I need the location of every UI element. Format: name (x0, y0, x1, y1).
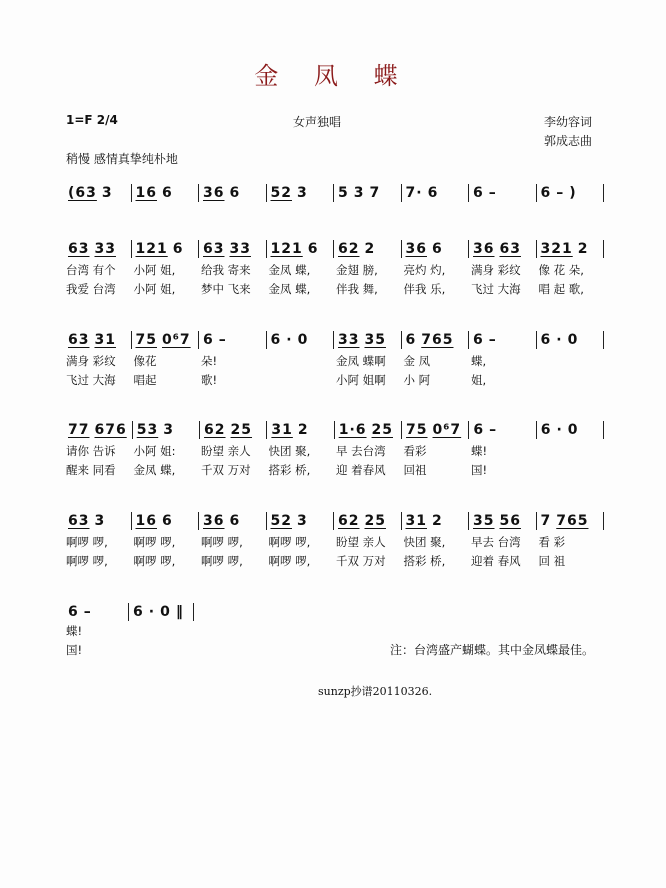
lyric-segment: 朵! (201, 354, 218, 368)
note-group: 33 (338, 332, 360, 348)
note-group: 63 (68, 513, 90, 529)
lyric-line (64, 623, 194, 639)
lyric-segment: 像 花 朵, (538, 263, 584, 277)
lyric-segment: 啊啰 啰, (133, 535, 176, 549)
measure (199, 331, 267, 349)
lyric-segment (537, 443, 605, 459)
lyric-segment: 早 去台湾 (336, 444, 386, 458)
lyric-segment: 请你 告诉 (66, 444, 116, 458)
note-group: 77 (68, 422, 90, 438)
lyric-segment: 我爱 台湾 (66, 282, 116, 296)
note-group: 25 (371, 422, 393, 438)
lyric-segment: 姐, (471, 373, 487, 387)
lyric-segment: 千双 万对 (201, 463, 251, 477)
note-group: 6 (68, 604, 79, 620)
lyric-line (64, 353, 604, 369)
lyric-line (64, 372, 604, 388)
note-group: 31 (271, 422, 293, 438)
note-group: 36 (203, 513, 225, 529)
lyric-segment: 啊啰 啰, (268, 535, 311, 549)
notation-row (64, 603, 194, 621)
note-group: – (556, 185, 565, 201)
lyric-segment: 千双 万对 (336, 554, 386, 568)
note-group: 6 (473, 185, 484, 201)
notation-row (64, 421, 604, 439)
note-group: 6 (133, 604, 144, 620)
note-group: 63 (203, 241, 225, 257)
measure (537, 421, 604, 439)
lyric-line (64, 553, 604, 569)
lyric-segment: 伴我 乐, (403, 282, 446, 296)
lyric-segment (537, 372, 605, 388)
note-group: 6 (405, 332, 417, 348)
note-group: 321 (540, 241, 573, 257)
lyric-line (64, 534, 604, 550)
note-group: 31 (405, 513, 427, 529)
lyric-segment: 蝶, (471, 354, 487, 368)
lyric-line (64, 281, 604, 297)
note-group: – (488, 185, 497, 201)
note-group: 5 (338, 185, 349, 201)
lyric-segment: 回 祖 (538, 554, 566, 568)
lyric-segment: 像花 (133, 354, 157, 368)
note-group: 3 (353, 185, 365, 201)
lyric-segment: 看 彩 (538, 535, 566, 549)
lyric-segment: 伴我 舞, (336, 282, 378, 296)
lyric-line (64, 262, 604, 278)
note-group: 676 (94, 422, 127, 438)
measure (267, 240, 335, 258)
note-group: 31 (94, 332, 116, 348)
lyric-segment (129, 623, 194, 639)
lyric-segment: 盼望 亲人 (336, 535, 386, 549)
measure (469, 331, 537, 349)
lyric-segment: 金 凤 (403, 354, 431, 368)
note-group: 6 (540, 332, 552, 348)
lyric-line (64, 642, 194, 658)
note-group: 2 (364, 241, 376, 257)
note-group: 35 (364, 332, 386, 348)
lyric-segment: 啊啰 啰, (201, 554, 243, 568)
note-group: 52 (270, 513, 292, 529)
note-group: 3 (94, 513, 106, 529)
footnote: 注：台湾盛产蝴蝶。其中金凤蝶最佳。 (390, 643, 595, 657)
note-group: · (556, 332, 563, 348)
lyric-segment: 国! (471, 463, 488, 477)
lyric-segment: 歌! (201, 373, 218, 387)
note-group: 16 (135, 185, 157, 201)
note-group: · (556, 422, 563, 438)
note-group: 765 (421, 332, 454, 348)
note-group: 53 (136, 422, 159, 438)
lyric-segment: 满身 彩纹 (66, 354, 116, 368)
note-group: 6 (427, 185, 439, 201)
lyric-segment: 金凤 蝶啊 (336, 354, 386, 368)
performance-type: 女声独唱 (293, 115, 342, 129)
lyric-segment: 小 阿 (403, 373, 431, 387)
note-group: 0⁶7 (432, 422, 462, 438)
note-group: 56 (499, 513, 521, 529)
measure (537, 512, 605, 530)
note-group: – (83, 604, 92, 620)
lyric-segment: 梦中 飞来 (201, 282, 251, 296)
lyric-segment: 迎 着春风 (336, 463, 386, 477)
note-group: 63 (499, 241, 521, 257)
measure (537, 240, 605, 258)
note-group: 0 (297, 332, 309, 348)
note-group: – (218, 332, 227, 348)
measure (402, 421, 469, 439)
lyric-segment: 台湾 有个 (66, 263, 116, 277)
note-group: · (286, 332, 293, 348)
lyric-segment: 小阿 姐, (133, 263, 176, 277)
transcriber-credit: sunzp抄谱20110326. (318, 685, 433, 698)
note-group: 36 (203, 185, 225, 201)
lyric-segment: 唱 起 歌, (538, 282, 584, 296)
note-group: ) (569, 185, 577, 201)
measure (132, 184, 200, 202)
measure (469, 240, 537, 258)
notation-row (64, 331, 604, 349)
note-group: 0 (567, 422, 579, 438)
note-group: 35 (473, 513, 495, 529)
note-group: 62 (338, 241, 360, 257)
note-group: 7 (369, 185, 381, 201)
note-group: – (489, 422, 498, 438)
note-group: 6 (203, 332, 214, 348)
note-group: 3 (296, 513, 308, 529)
lyric-segment (537, 353, 605, 369)
lyric-segment: 满身 彩纹 (471, 263, 521, 277)
lyric-line (64, 443, 604, 459)
note-group: 0 (567, 332, 579, 348)
note-group: 16 (135, 513, 157, 529)
measure (469, 512, 537, 530)
composer: 郭成志曲 (544, 134, 593, 148)
measure (132, 240, 200, 258)
notation-row (64, 240, 604, 258)
lyric-segment: 啊啰 啰, (66, 535, 108, 549)
measure (334, 512, 402, 530)
note-group: 6 (172, 241, 184, 257)
measure (335, 421, 402, 439)
note-group: 33 (94, 241, 116, 257)
note-group: 2 (297, 422, 309, 438)
lyric-segment: 小阿 姐: (133, 444, 176, 458)
note-group: 0 (160, 604, 171, 620)
lyric-segment (267, 353, 335, 369)
lyric-segment: 迎着 春风 (471, 554, 521, 568)
measure (64, 240, 132, 258)
measure (133, 421, 200, 439)
measure (132, 512, 200, 530)
measure (402, 240, 470, 258)
note-group: 62 (338, 513, 360, 529)
note-group: – (488, 332, 497, 348)
lyric-segment: 金翅 膀, (336, 263, 378, 277)
measure (199, 184, 267, 202)
measure (132, 331, 200, 349)
lyric-segment: 金凤 蝶, (133, 463, 176, 477)
note-group: 75 (406, 422, 428, 438)
note-group: 6 (161, 513, 173, 529)
note-group: 2 (431, 513, 443, 529)
lyric-segment: 快团 聚, (268, 444, 311, 458)
notation-row (64, 512, 604, 530)
lyric-segment: 蝶! (66, 624, 83, 638)
lyric-segment: 国! (66, 643, 83, 657)
measure (402, 512, 470, 530)
lyric-segment: 啊啰 啰, (133, 554, 176, 568)
lyric-segment: 金凤 蝶, (268, 282, 311, 296)
note-group: 6 (270, 332, 282, 348)
note-group: 7 (540, 513, 552, 529)
note-group: 121 (270, 241, 303, 257)
measure (267, 421, 334, 439)
note-group: 6 (161, 185, 173, 201)
note-group: 2 (577, 241, 589, 257)
lyric-segment: 飞过 大海 (66, 373, 116, 387)
lyricist: 李幼容词 (544, 115, 593, 129)
lyric-segment (537, 462, 605, 478)
note-group: 63 (68, 241, 90, 257)
lyric-segment: 蝶! (471, 444, 488, 458)
lyric-segment: 搭彩 桥, (268, 463, 311, 477)
lyric-segment: 早去 台湾 (471, 535, 521, 549)
measure (334, 240, 402, 258)
tempo-marking: 稍慢 感情真挚纯朴地 (66, 152, 178, 166)
note-group: 6 (540, 422, 552, 438)
note-group: 1·6 (338, 422, 367, 438)
note-group: (63 (68, 185, 97, 201)
note-group: 0⁶7 (161, 332, 191, 348)
note-group: 75 (135, 332, 157, 348)
lyric-segment: 醒来 同看 (66, 463, 116, 477)
lyric-segment: 搭彩 桥, (403, 554, 446, 568)
lyric-segment: 小阿 姐, (133, 282, 176, 296)
lyric-segment: 唱起 (133, 373, 157, 387)
lyric-segment: 亮灼 灼, (403, 263, 446, 277)
measure (267, 331, 335, 349)
measure (402, 184, 470, 202)
note-group: 63 (68, 332, 90, 348)
measure (334, 331, 402, 349)
measure (402, 331, 470, 349)
note-group: 3 (101, 185, 113, 201)
lyric-segment: 给我 寄来 (201, 263, 251, 277)
lyric-segment: 飞过 大海 (471, 282, 521, 296)
song-title: 金 凤 蝶 (254, 62, 412, 90)
note-group: 6 (540, 185, 552, 201)
lyric-segment: 啊啰 啰, (201, 535, 243, 549)
note-group: 25 (230, 422, 253, 438)
lyric-segment: 盼望 亲人 (201, 444, 251, 458)
lyric-segment: 金凤 蝶, (268, 263, 311, 277)
lyric-segment: 看彩 (403, 444, 427, 458)
note-group: 52 (270, 185, 292, 201)
notation-row (64, 184, 604, 202)
measure (64, 331, 132, 349)
lyric-segment: 回祖 (403, 463, 427, 477)
note-group: 6 (473, 422, 485, 438)
measure (267, 512, 335, 530)
note-group: 6 (473, 332, 484, 348)
note-group: 36 (405, 241, 427, 257)
measure (537, 331, 605, 349)
measure (64, 603, 129, 621)
measure (64, 421, 133, 439)
measure (334, 184, 402, 202)
note-group: · (148, 604, 156, 620)
note-group: 7· (405, 185, 423, 201)
measure (199, 512, 267, 530)
note-group: 33 (229, 241, 251, 257)
note-group: 3 (163, 422, 174, 438)
measure (64, 184, 132, 202)
note-group: 36 (473, 241, 495, 257)
measure (64, 512, 132, 530)
measure (129, 603, 194, 621)
measure (199, 240, 267, 258)
lyric-segment (267, 372, 335, 388)
note-group: 6 (229, 513, 241, 529)
lyric-segment (129, 642, 194, 658)
lyric-line (64, 462, 604, 478)
note-group: 62 (204, 422, 226, 438)
note-group: 6 (229, 185, 241, 201)
lyric-segment: 啊啰 啰, (268, 554, 311, 568)
lyric-segment: 啊啰 啰, (66, 554, 108, 568)
note-group: 121 (135, 241, 168, 257)
measure (267, 184, 335, 202)
measure (537, 184, 605, 202)
key-signature: 1=F 2/4 (66, 113, 118, 127)
measure (200, 421, 267, 439)
measure (469, 421, 536, 439)
note-group: 6 (307, 241, 319, 257)
lyric-segment: 快团 聚, (403, 535, 446, 549)
note-group: 25 (364, 513, 386, 529)
note-group: ‖ (175, 604, 184, 620)
lyric-segment: 小阿 姐啊 (336, 373, 386, 387)
measure (469, 184, 537, 202)
note-group: 3 (296, 185, 308, 201)
note-group: 765 (556, 513, 589, 529)
note-group: 6 (431, 241, 443, 257)
